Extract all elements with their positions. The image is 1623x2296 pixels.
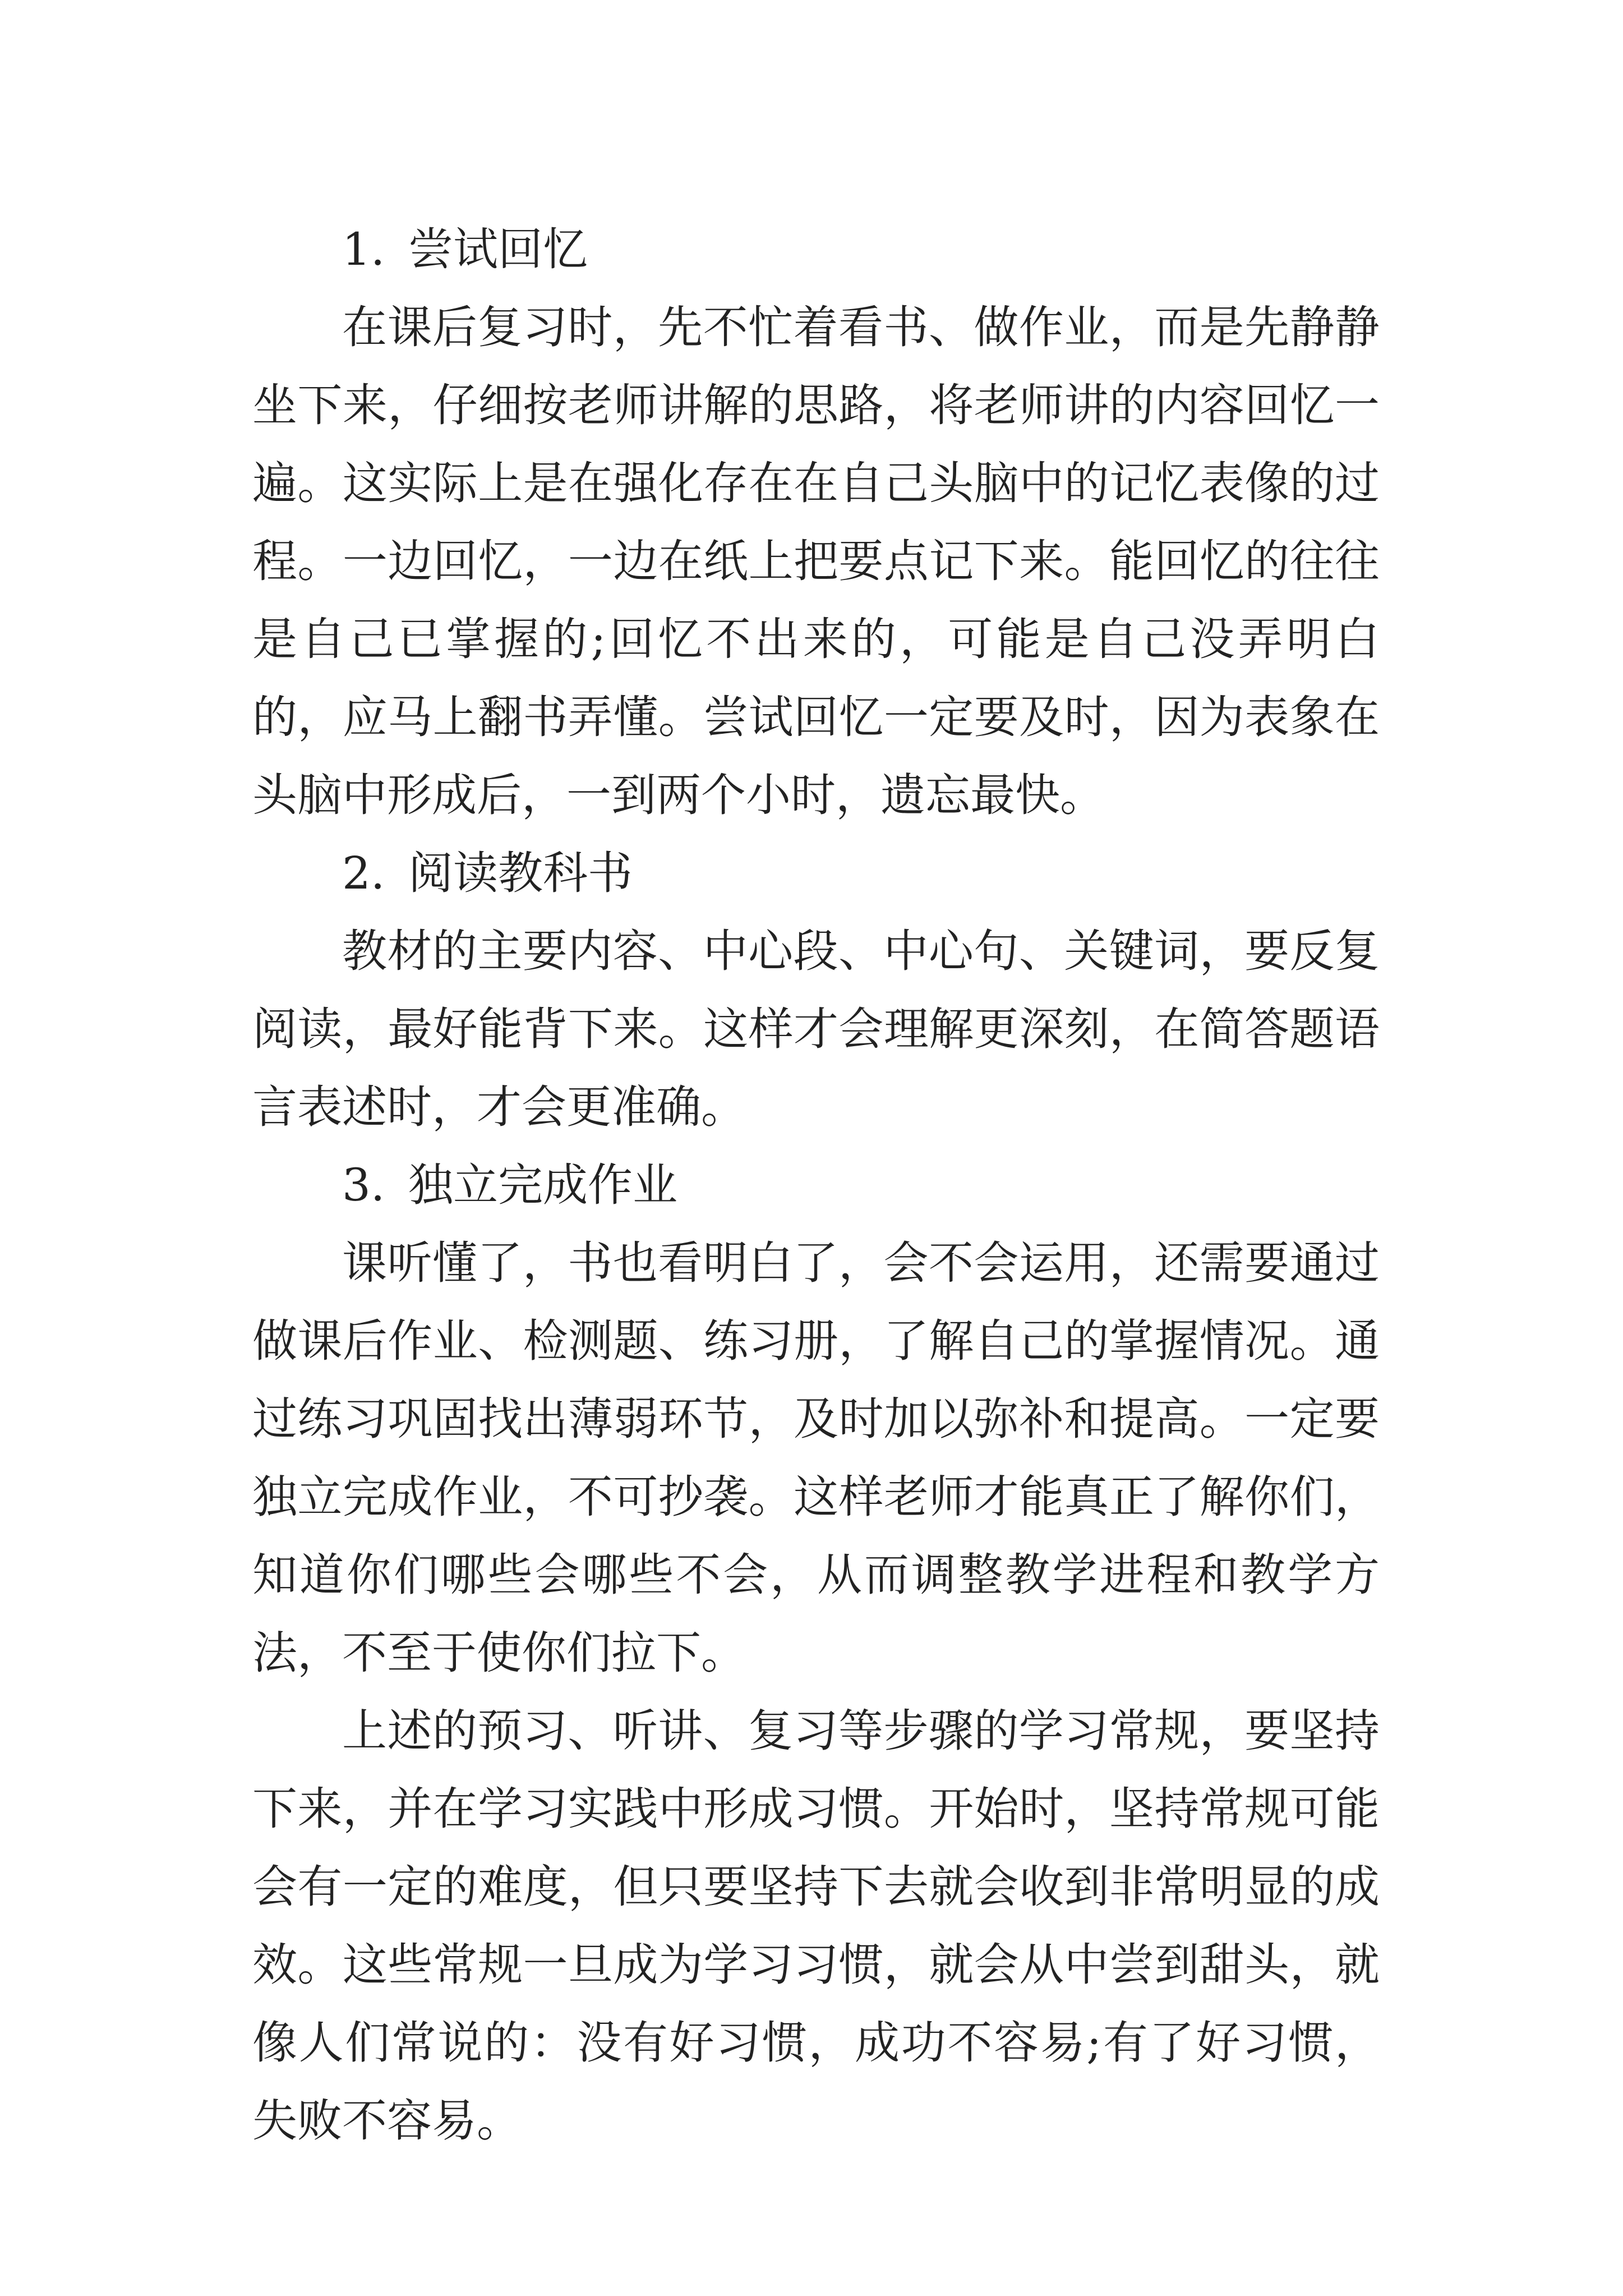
conclusion-paragraph: 上述的预习、听讲、复习等步骤的学习常规，要坚持下来，并在学习实践中形成习惯。开始时，坚持常规可能会有一定的难度，但只要坚持下去就会收到非常明显的成效。这些常规一旦成为学习习惯，就会从中尝到甜头，就像人们常说的：没有好习惯，成功不容易;有了好习惯，失败不容易。 [252, 1705, 1380, 2147]
section-paragraph: 在课后复习时，先不忙着看书、做作业，而是先静静坐下来，仔细按老师讲解的思路，将老师讲的内容回忆一遍。这实际上是在强化存在在自己头脑中的记忆表像的过程。一边回忆，一边在纸上把要点记下来。能回忆的往往是自己已掌握的;回忆不出来的，可能是自己没弄明白的，应马上翻书弄懂。尝试回忆一定要及时，因为表象在头脑中形成后，一到两个小时，遗忘最快。 [252, 301, 1380, 821]
section-title: 阅读教科书 [408, 847, 633, 899]
section-heading [252, 1146, 1380, 1224]
section-number: 2. [342, 847, 385, 899]
section-number: 3. [342, 1159, 385, 1211]
section-heading [252, 834, 1380, 912]
section-paragraph: 课听懂了，书也看明白了，会不会运用，还需要通过做课后作业、检测题、练习册，了解自己的掌握情况。通过练习巩固找出薄弱环节，及时加以弥补和提高。一定要独立完成作业，不可抄袭。这样老师才能真正了解你们，知道你们哪些会哪些不会，从而调整教学进程和教学方法，不至于使你们拉下。 [252, 1237, 1380, 1679]
section-number: 1. [342, 223, 385, 275]
section-title: 独立完成作业 [408, 1159, 677, 1211]
section-paragraph: 教材的主要内容、中心段、中心句、关键词，要反复阅读，最好能背下来。这样才会理解更深刻，在简答题语言表述时，才会更准确。 [252, 925, 1380, 1133]
section-heading [252, 210, 1380, 288]
document-body [252, 210, 1380, 2160]
section-title: 尝试回忆 [408, 223, 588, 275]
